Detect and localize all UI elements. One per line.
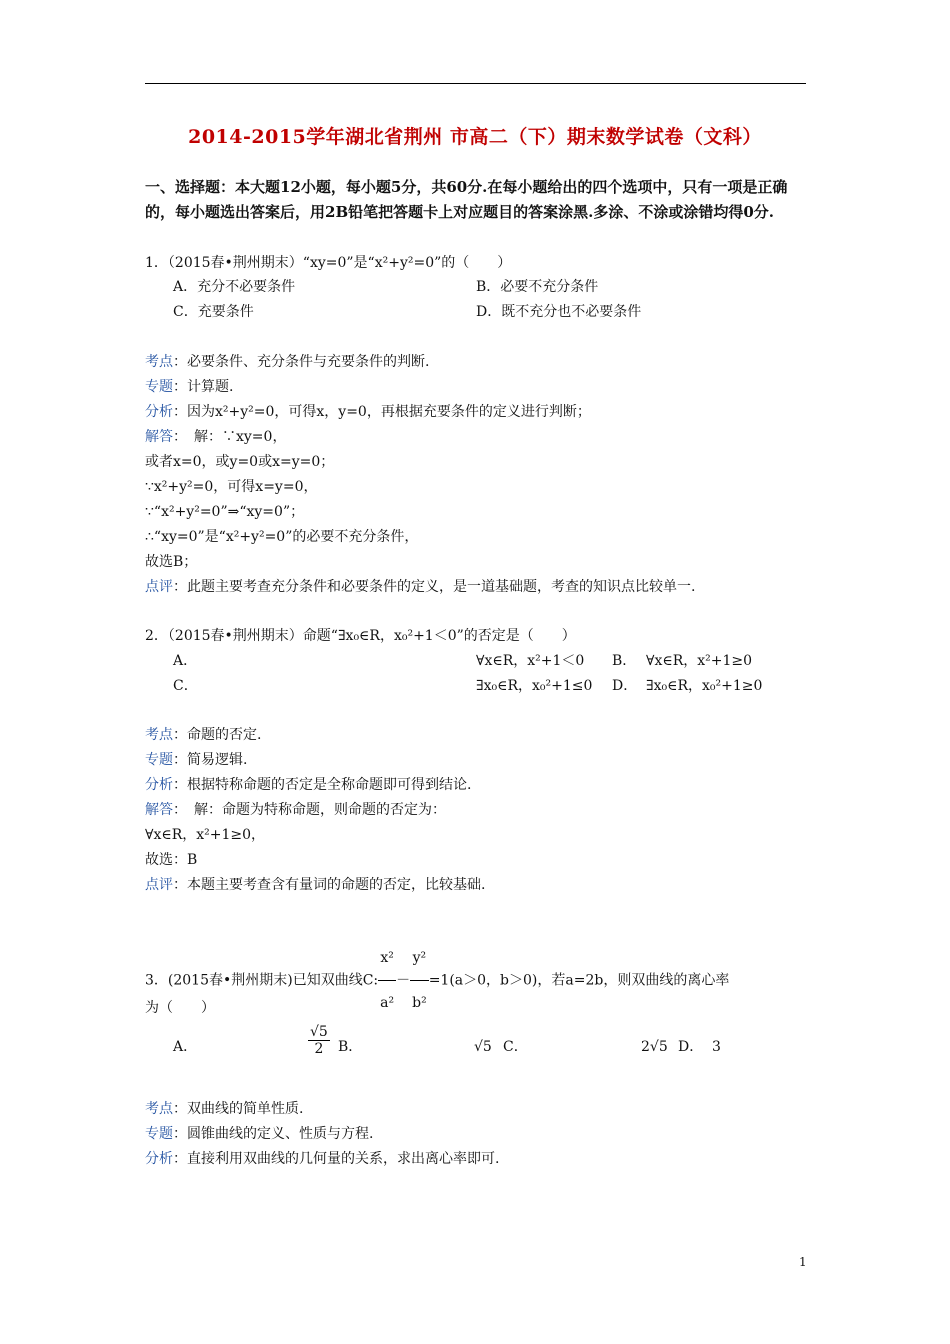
q1-option-b: B．必要不充分条件 [476,279,599,295]
page-number: 1 [799,1255,807,1269]
fraction-x2-a2: $\frac{\text{x²}}{\text{a²}}$ [378,936,396,1025]
zhuanti-tag: 专题 [145,379,173,395]
q2-kaodian: 考点：命题的否定. [145,727,262,743]
q1-option-d: D．既不充分也不必要条件 [476,304,642,320]
page-title: 2014-2015学年湖北省荆州 市高二（下）期末数学试卷（文科） [188,126,762,148]
q2-option-d-label: D． [612,678,638,694]
q3-zhuanti: 专题：圆锥曲线的定义、性质与方程. [145,1126,374,1142]
q1-kaodian: 考点：必要条件、充分条件与充要条件的判断. [145,354,430,370]
jieda-tag: 解答 [145,802,173,818]
q3-fenxi: 分析：直接利用双曲线的几何量的关系，求出离心率即可. [145,1151,500,1167]
section-instructions: 一、选择题：本大题12小题，每小题5分，共60分.在每小题给出的四个选项中，只有一项是正确的，每小题选出答案后，用2B铅笔把答题卡上对应题目的答案涂黑.多涂、不涂或涂错均得0分. [145,178,788,221]
q2-option-c: ∃x₀∈R，x₀²+1≤0 [476,678,593,694]
q1-fenxi: 分析：因为x²+y²=0，可得x，y=0，再根据充要条件的定义进行判断； [145,404,591,420]
q1-option-c: C．充要条件 [173,304,254,320]
q3-option-d-label: D． [678,1039,704,1055]
dianping-tag: 点评 [145,877,173,893]
q2-option-a: ∀x∈R，x²+1＜0 [476,653,585,669]
q1-option-a: A．充分不必要条件 [173,279,296,295]
fenxi-tag: 分析 [145,1151,173,1167]
q2-step-2: 故选：B [145,852,198,868]
q3-stem-cont: 为（ ） [145,1000,215,1016]
header-rule [145,83,806,84]
dianping-tag: 点评 [145,579,173,595]
q2-jieda: 解答： 解：命题为特称命题，则命题的否定为： [145,802,446,818]
q3-option-a-label: A． [173,1039,198,1055]
fenxi-tag: 分析 [145,404,173,420]
jieda-tag: 解答 [145,429,173,445]
q1-step-4: ∴“xy=0”是“x²+y²=0”的必要不充分条件， [145,529,419,545]
q1-jieda: 解答： 解：∵xy=0， [145,429,287,445]
q3-option-d: 3 [712,1039,721,1055]
q2-option-b: ∀x∈R，x²+1≥0 [646,653,753,669]
q3-option-c: 2√5 [641,1039,668,1055]
q3-option-a: $\frac{√5}{2}$ [310,1024,328,1057]
q2-stem: 2．（2015春•荆州期末）命题“∃x₀∈R，x₀²+1＜0”的否定是（ ） [145,628,576,644]
q1-step-2: ∵x²+y²=0，可得x=y=0， [145,479,318,495]
fenxi-tag: 分析 [145,777,173,793]
q2-fenxi: 分析：根据特称命题的否定是全称命题即可得到结论. [145,777,472,793]
q2-dianping: 点评：本题主要考查含有量词的命题的否定，比较基础. [145,877,486,893]
q2-option-c-label: C． [173,678,198,694]
zhuanti-tag: 专题 [145,752,173,768]
q3-kaodian: 考点：双曲线的简单性质. [145,1101,304,1117]
q2-zhuanti: 专题：简易逻辑. [145,752,248,768]
q3-option-b: √5 [474,1039,492,1055]
q2-option-d: ∃x₀∈R，x₀²+1≥0 [646,678,763,694]
kaodian-tag: 考点 [145,727,173,743]
q1-stem: 1．（2015春•荆州期末）“xy=0”是“x²+y²=0”的（ ） [145,255,512,271]
kaodian-tag: 考点 [145,1101,173,1117]
q1-step-5: 故选B； [145,554,198,570]
q1-zhuanti: 专题：计算题. [145,379,234,395]
fraction-y2-b2: $\frac{\text{y²}}{\text{b²}}$ [410,936,429,1025]
q1-step-3: ∵“x²+y²=0”⇒“xy=0”； [145,504,305,520]
q1-dianping: 点评：此题主要考查充分条件和必要条件的定义，是一道基础题，考查的知识点比较单一. [145,579,696,595]
zhuanti-tag: 专题 [145,1126,173,1142]
q3-stem: 3．(2015春•荆州期末)已知双曲线C: $\frac{\text{x²}}{\text{a²}}$ － $\frac{\text{y²}}{\text{b²}}$ =1(a＞0，b＞0)，若a=2b，则双曲线的离心率 [145,936,729,1025]
kaodian-tag: 考点 [145,354,173,370]
q2-step-1: ∀x∈R，x²+1≥0， [145,827,266,843]
q2-option-a-label: A． [173,653,198,669]
q3-option-b-label: B． [338,1039,363,1055]
q3-option-c-label: C． [503,1039,528,1055]
q2-option-b-label: B． [612,653,637,669]
q1-step-1: 或者x=0，或y=0或x=y=0； [145,454,335,470]
